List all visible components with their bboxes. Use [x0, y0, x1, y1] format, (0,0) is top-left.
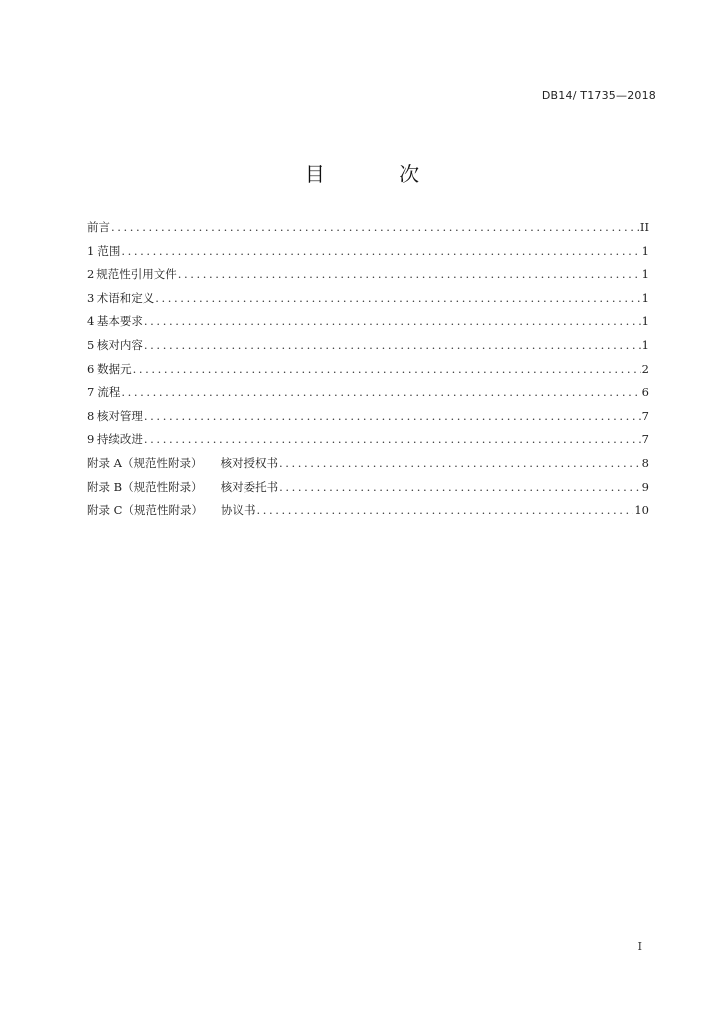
toc-entry[interactable] — [87, 313, 649, 337]
toc-entry[interactable] — [87, 290, 649, 314]
toc-entry[interactable] — [87, 219, 649, 243]
toc-leader-dots — [144, 409, 641, 423]
toc-entry-subtitle: 协议书 — [220, 503, 256, 518]
toc-entry-label: 基本要求 — [96, 314, 143, 329]
toc-entry-page: 1 — [641, 243, 649, 258]
toc-leader-dots — [144, 314, 641, 328]
toc-leader-dots — [144, 432, 641, 446]
toc-leader-dots — [133, 362, 641, 376]
toc-entry-number: 4 — [87, 314, 95, 329]
toc-leader-dots — [279, 480, 641, 494]
toc-entry-number: 9 — [87, 432, 95, 447]
page-number: I — [637, 940, 642, 953]
toc-entry[interactable] — [87, 337, 649, 361]
toc-leader-dots — [155, 291, 640, 305]
toc-title: 目 次 — [304, 162, 454, 186]
toc-leader-dots — [121, 244, 640, 258]
toc-entry-page: 8 — [641, 455, 649, 470]
toc-entry-page: 6 — [641, 385, 649, 400]
toc-leader-dots — [178, 267, 641, 281]
toc-entry-label: 附录 A（规范性附录） — [87, 455, 203, 470]
toc-entry-subtitle: 核对委托书 — [220, 479, 279, 494]
toc-entry-label: 范围 — [97, 243, 121, 258]
toc-entry-page: 1 — [641, 314, 649, 329]
toc-entry-page: 7 — [641, 408, 649, 423]
toc-entry-number: 6 — [87, 361, 95, 376]
toc-entry-label: 核对内容 — [96, 337, 143, 352]
toc-entry-page: 2 — [641, 361, 649, 376]
toc-entry-page: 1 — [641, 337, 649, 352]
toc-entry-label: 持续改进 — [96, 432, 143, 447]
toc-entry-label: 数据元 — [97, 361, 132, 376]
toc-entry-label: 附录 C（规范性附录） — [87, 503, 203, 518]
toc-leader-dots — [121, 385, 640, 399]
toc-entry[interactable] — [87, 502, 649, 526]
toc-entry[interactable] — [87, 408, 649, 432]
toc-entry-label: 附录 B（规范性附录） — [87, 479, 203, 494]
toc-leader-dots — [279, 456, 641, 470]
toc-entry-number: 3 — [87, 290, 95, 305]
toc-entry-subtitle: 核对授权书 — [220, 455, 278, 470]
table-of-contents — [87, 219, 649, 526]
toc-entry-page: 10 — [634, 503, 649, 518]
toc-entry-label: 前言 — [87, 220, 110, 234]
toc-entry-page: 7 — [641, 432, 649, 447]
toc-entry-label: 规范性引用文件 — [96, 267, 177, 282]
toc-entry-page: II — [639, 220, 649, 234]
document-code: DB14/ T1735—2018 — [541, 89, 656, 102]
toc-entry-number: 1 — [87, 243, 95, 258]
toc-entry[interactable] — [87, 243, 649, 267]
toc-entry-page: 9 — [641, 479, 649, 494]
toc-entry[interactable] — [87, 266, 649, 290]
toc-entry[interactable] — [87, 384, 649, 408]
toc-entry-number: 2 — [87, 267, 95, 282]
toc-leader-dots — [144, 338, 641, 352]
toc-entry-label: 术语和定义 — [96, 290, 155, 305]
toc-entry[interactable] — [87, 479, 649, 503]
toc-leader-dots — [256, 503, 633, 517]
toc-entry-page: 1 — [641, 290, 649, 305]
toc-entry-label: 流程 — [97, 385, 121, 400]
toc-entry[interactable] — [87, 455, 649, 479]
toc-entry-label: 核对管理 — [96, 408, 143, 423]
toc-entry-number: 7 — [87, 385, 95, 400]
toc-leader-dots — [111, 220, 639, 234]
toc-entry-number: 5 — [87, 337, 95, 352]
toc-entry[interactable] — [87, 431, 649, 455]
toc-entry-number: 8 — [87, 408, 95, 423]
toc-entry-page: 1 — [641, 267, 649, 282]
toc-entry[interactable] — [87, 361, 649, 385]
